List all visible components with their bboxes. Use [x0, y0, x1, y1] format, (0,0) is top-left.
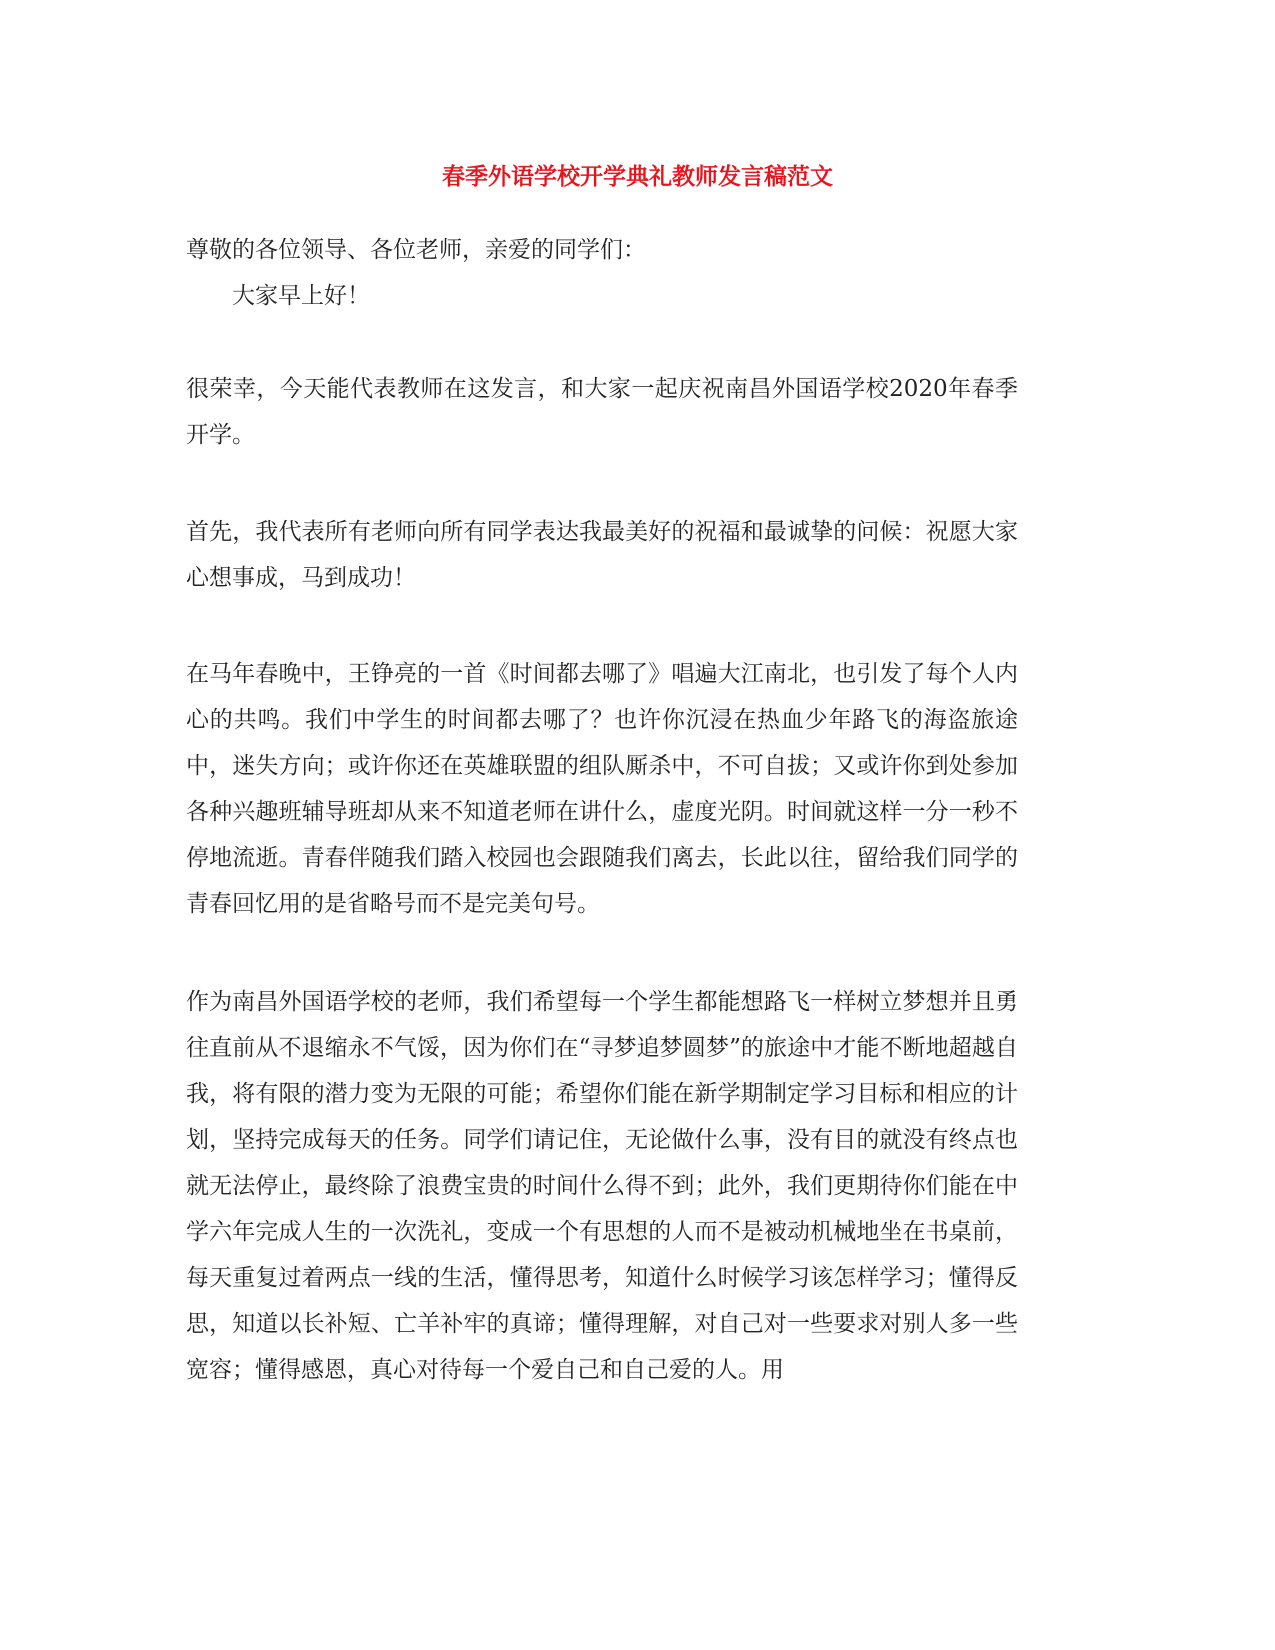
greeting: 大家早上好！	[232, 283, 370, 309]
paragraph-4: 作为南昌外国语学校的老师，我们希望每一个学生都能想路飞一样树立梦想并且勇往直前从不退缩永不气馁，因为你们在“寻梦追梦圆梦”的旅途中才能不断地超越自我，将有限的潜力变为无限的可能；希望你们能在新学期制定学习目标和相应的计划，坚持完成每天的任务。同学们请记住，无论做什么事，没有目的就没有终点也就无法停止，最终除了浪费宝贵的时间什么得不到；此外，我们更期待你们能在中学六年完成人生的一次洗礼，变成一个有思想的人而不是被动机械地坐在书桌前，每天重复过着两点一线的生活，懂得思考，知道什么时候学习该怎样学习；懂得反思，知道以长补短、亡羊补牢的真谛；懂得理解，对自己对一些要求对别人多一些宽容；懂得感恩，真心对待每一个爱自己和自己爱的人。用	[186, 989, 1018, 1383]
paragraph-1: 很荣幸，今天能代表教师在这发言，和大家一起庆祝南昌外国语学校2020年春季开学。	[186, 376, 1018, 448]
salutation: 尊敬的各位领导、各位老师，亲爱的同学们：	[186, 237, 646, 263]
document-title: 春季外语学校开学典礼教师发言稿范文	[442, 163, 833, 190]
paragraph-3: 在马年春晚中，王铮亮的一首《时间都去哪了》唱遍大江南北，也引发了每个人内心的共鸣。我们中学生的时间都去哪了？也许你沉浸在热血少年路飞的海盗旅途中，迷失方向；或许你还在英雄联盟的组队厮杀中，不可自拔；又或许你到处参加各种兴趣班辅导班却从来不知道老师在讲什么，虚度光阴。时间就这样一分一秒不停地流逝。青春伴随我们踏入校园也会跟随我们离去，长此以往，留给我们同学的青春回忆用的是省略号而不是完美句号。	[186, 661, 1018, 917]
paragraph-2: 首先，我代表所有老师向所有同学表达我最美好的祝福和最诚挚的问候：祝愿大家心想事成，马到成功！	[186, 519, 1018, 591]
